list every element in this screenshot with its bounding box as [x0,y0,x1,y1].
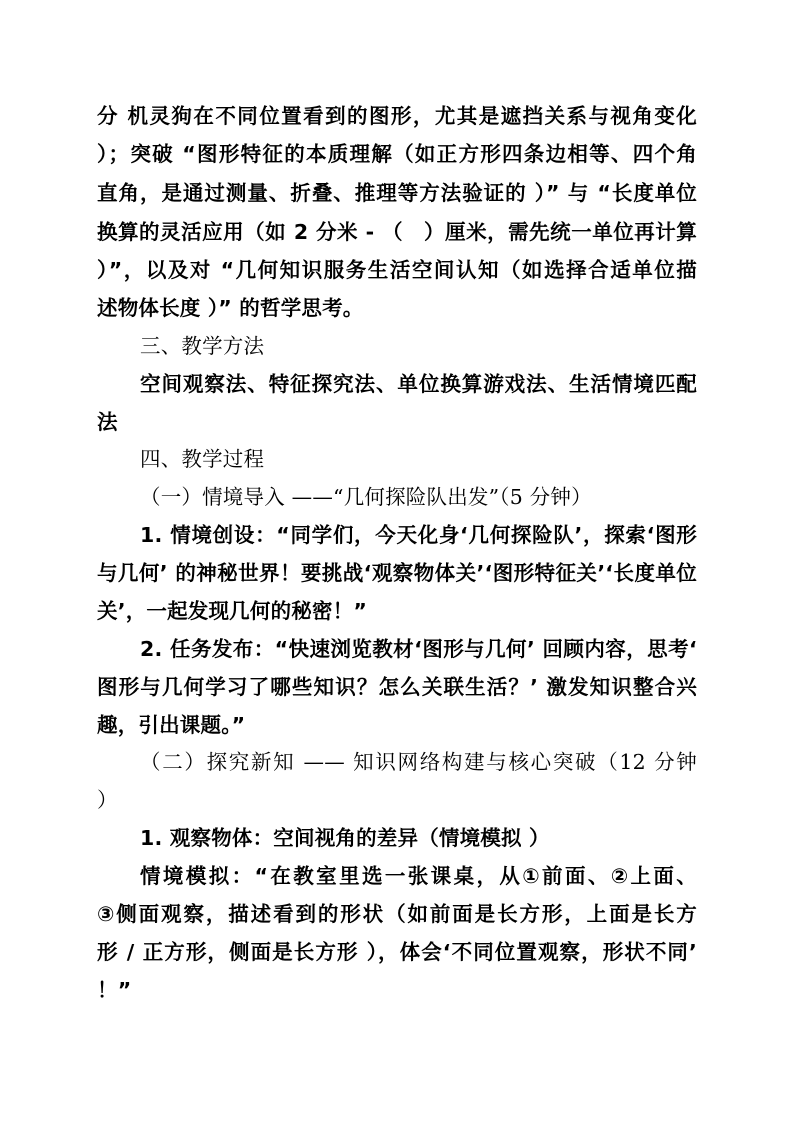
paragraph-line-3: 直角，是通过测量、折叠、推理等方法验证的 ）” 与 “长度单位 [97,181,697,205]
section-heading-methods: 三、教学方法 [140,334,265,358]
paragraph-line-2: ）；突破 “图形特征的本质理解（如正方形四条边相等、四个角 [97,142,697,166]
paragraph-line-4: 换算的灵活应用（如 2 分米 - （ ）厘米，需先统一单位再计算 [97,220,697,244]
intro-item-1-line-2: 与几何’ 的神秘世界！要挑战‘观察物体关’‘图形特征关’‘长度单位 [97,561,697,585]
paragraph-line-1: 分 机灵狗在不同位置看到的图形，尤其是遮挡关系与视角变化 [97,104,697,128]
intro-item-1-line-1: 1. 情境创设：“同学们，今天化身‘几何探险队’，探索‘图形 [140,523,697,547]
section-heading-process: 四、教学过程 [140,447,265,471]
explore-item-1-heading: 1. 观察物体：空间视角的差异（情境模拟 ） [140,826,550,850]
intro-item-1-line-3: 关’，一起发现几何的秘密！” [97,599,368,623]
explore-item-1-line-3: 形 / 正方形，侧面是长方形 ），体会‘不同位置观察，形状不同’ [97,940,697,964]
methods-line-1: 空间观察法、特征探究法、单位换算游戏法、生活情境匹配 [140,372,697,396]
explore-item-1-line-4: ！” [97,978,132,1002]
methods-line-2: 法 [97,410,118,434]
subsection-heading-intro: （一）情境导入 ——“几何探险队出发”（5 分钟） [140,485,592,509]
paragraph-line-5: ）”，以及对 “几何知识服务生活空间认知（如选择合适单位描 [97,258,697,282]
intro-item-2-line-1: 2. 任务发布：“快速浏览教材‘图形与几何’ 回顾内容，思考‘ [140,637,697,661]
paragraph-line-6: 述物体长度 ）” 的哲学思考。 [97,296,364,320]
subsection-heading-explore-cont: ） [97,788,118,812]
intro-item-2-line-3: 趣，引出课题。” [97,713,246,737]
subsection-heading-explore: （二）探究新知 —— 知识网络构建与核心突破（12 分钟 [140,750,697,774]
explore-item-1-line-2: ③侧面观察，描述看到的形状（如前面是长方形，上面是长方 [97,902,697,926]
explore-item-1-line-1: 情境模拟：“在教室里选一张课桌，从①前面、②上面、 [140,864,697,888]
intro-item-2-line-2: 图形与几何学习了哪些知识？怎么关联生活？’ 激发知识整合兴 [97,675,697,699]
